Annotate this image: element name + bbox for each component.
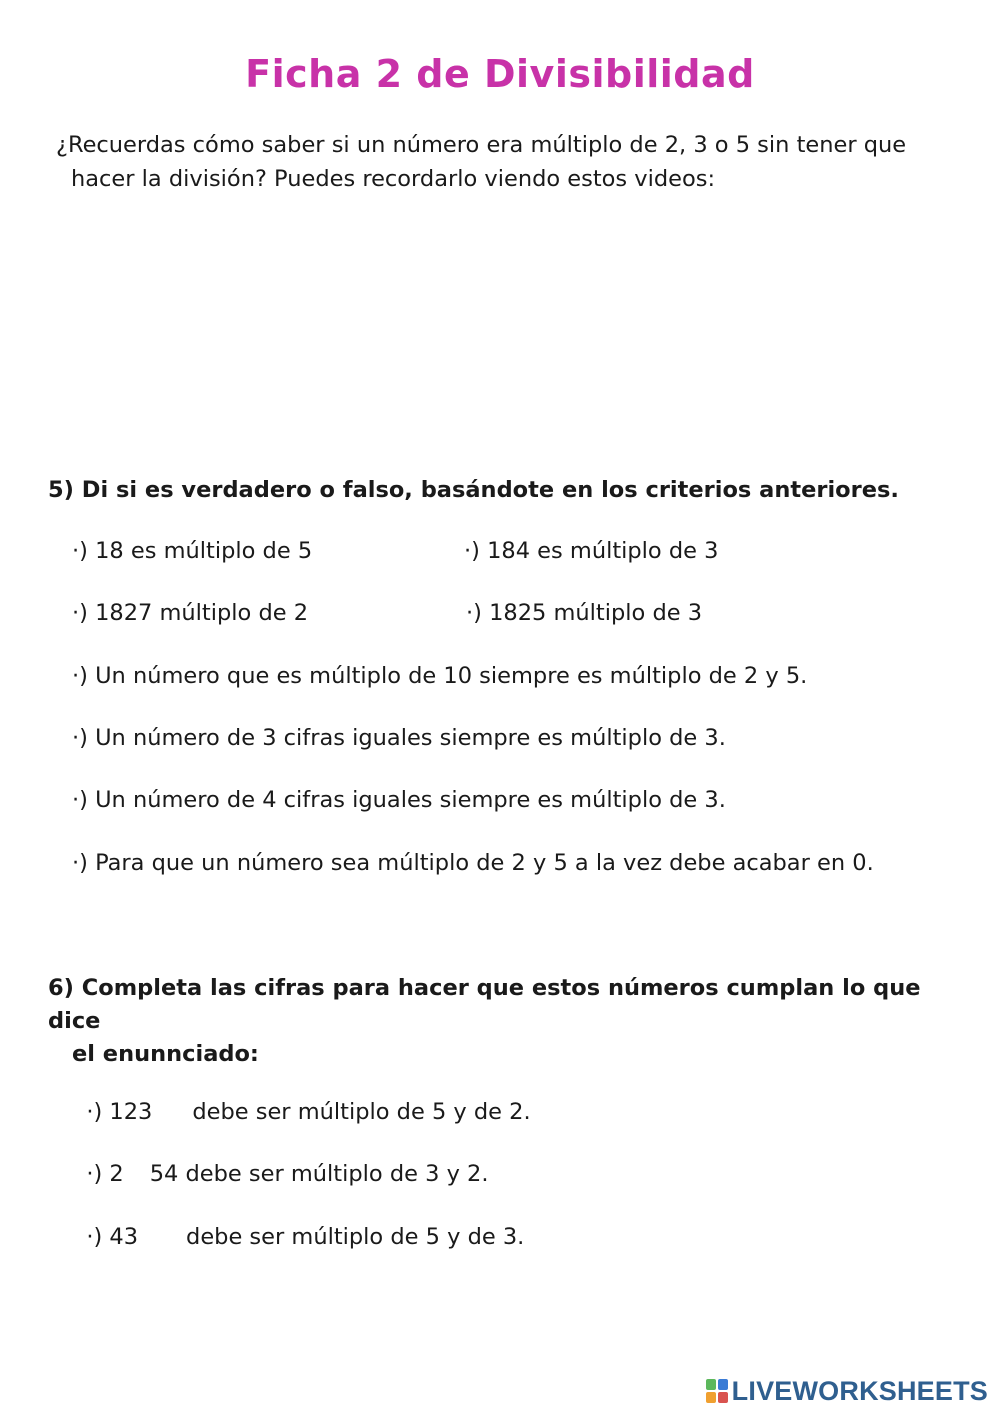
liveworksheets-logo-text: LIVEWORKSHEETS (731, 1376, 988, 1406)
question-6-heading (48, 972, 968, 1071)
question-6-heading-line-1: 6) Completa las cifras para hacer que estos números cumplan lo que dice (48, 975, 921, 1034)
intro-line-1: ¿Recuerdas cómo saber si un número era múltiplo de 2, 3 o 5 sin tener que (56, 132, 907, 158)
q5-item-4[interactable]: ·) 1825 múltiplo de 3 (466, 600, 703, 626)
q6-item-2 (72, 1129, 489, 1189)
q6-item-2-prefix: ·) 2 (86, 1161, 124, 1187)
q5-item-6[interactable]: ·) Un número de 3 cifras iguales siempre es múltiplo de 3. (72, 725, 726, 751)
q6-item-1-suffix: debe ser múltiplo de 5 y de 2. (192, 1099, 531, 1125)
intro-line-2: hacer la división? Puedes recordarlo viendo estos videos: (71, 166, 716, 192)
intro-paragraph (56, 128, 976, 196)
q5-item-1[interactable]: ·) 18 es múltiplo de 5 (72, 538, 313, 564)
q5-item-7[interactable]: ·) Un número de 4 cifras iguales siempre es múltiplo de 3. (72, 787, 726, 813)
page-title: Ficha 2 de Divisibilidad (245, 52, 755, 96)
q5-item-5[interactable]: ·) Un número que es múltiplo de 10 siempre es múltiplo de 2 y 5. (72, 663, 808, 689)
q5-item-3[interactable]: ·) 1827 múltiplo de 2 (72, 600, 309, 626)
q5-item-2[interactable]: ·) 184 es múltiplo de 3 (464, 538, 719, 564)
q6-item-1 (72, 1067, 531, 1127)
q6-item-3 (72, 1192, 524, 1252)
liveworksheets-logo-icon (706, 1379, 728, 1403)
question-5-heading: 5) Di si es verdadero o falso, basándote en los criterios anteriores. (48, 477, 899, 503)
q6-item-1-prefix: ·) 123 (86, 1099, 153, 1125)
q6-item-3-suffix: debe ser múltiplo de 5 y de 3. (186, 1224, 525, 1250)
q6-item-3-prefix: ·) 43 (86, 1224, 139, 1250)
question-6-heading-line-2: el enunnciado: (72, 1041, 259, 1067)
q6-item-2-suffix: 54 debe ser múltiplo de 3 y 2. (149, 1161, 489, 1187)
liveworksheets-logo (706, 1374, 988, 1408)
q5-item-8[interactable]: ·) Para que un número sea múltiplo de 2 y 5 a la vez debe acabar en 0. (72, 850, 874, 876)
